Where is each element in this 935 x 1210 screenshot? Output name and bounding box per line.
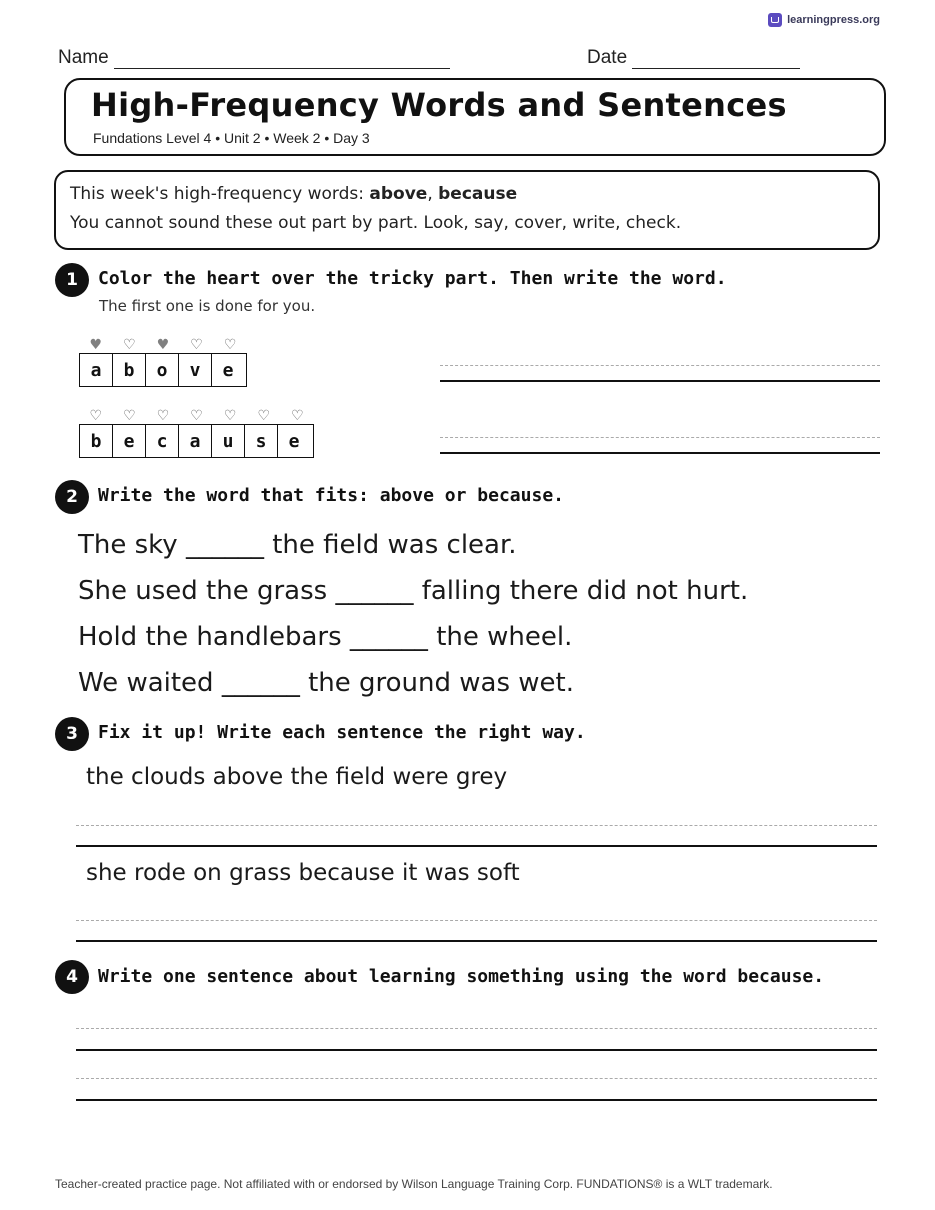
heart-outline-icon[interactable]: ♡ [123,337,136,353]
letter-tile: v [179,354,212,386]
letter-tile: e [288,430,300,452]
name-label: Name [58,47,109,68]
heart-filled-icon: ♥ [89,337,103,353]
letter-tiles [79,353,247,387]
letter-tiles [79,424,314,458]
hearts-row [79,408,314,424]
date-blank[interactable] [632,50,800,69]
letter-tile: e [222,359,234,381]
letter-tile: e [113,425,146,457]
name-blank[interactable] [114,50,450,69]
letter-tile: a [179,425,212,457]
info-box [54,170,880,250]
heart-outline-icon[interactable]: ♡ [223,337,237,353]
info-words-line [70,184,517,204]
section-3-title: Fix it up! Write each sentence the right way. [98,722,586,743]
info-instructions: You cannot sound these out part by part. Look, say, cover, write, check. [70,213,682,233]
name-field [58,47,450,69]
section-1-title: Color the heart over the tricky part. Then write the word. [98,268,727,289]
section-1-number: 1 [55,263,89,297]
fill-sentence-4: We waited ______ the ground was wet. [78,668,575,698]
hearts-row [79,337,247,353]
fill-sentence-2: She used the grass ______ falling there did not hurt. [78,576,749,606]
fix-sentence-2: she rode on grass because it was soft [86,860,520,886]
brand-logo [768,13,880,27]
section-4-title: Write one sentence about learning something using the word because. [98,966,825,987]
fix-sentence-1: the clouds above the field were grey [86,764,508,790]
heart-filled-icon: ♥ [156,337,170,353]
letter-tile: s [245,425,278,457]
title-box [64,78,886,156]
heart-outline-icon[interactable]: ♡ [190,337,203,353]
word-tiles-above [79,337,247,387]
page-subtitle: Fundations Level 4 • Unit 2 • Week 2 • Day 3 [93,130,370,146]
heart-outline-icon[interactable]: ♡ [257,408,271,424]
date-field [587,47,800,69]
hf-word-because: because [438,184,518,204]
heart-outline-icon[interactable]: ♡ [190,408,203,424]
write-line-because[interactable] [440,437,880,454]
letter-tile: u [212,425,245,457]
footer-note: Teacher-created practice page. Not affiliated with or endorsed by Wilson Language Training Corp. FUNDATIONS® is a WLT trademark. [55,1177,773,1191]
write-line-fix-2[interactable] [76,920,877,942]
logo-icon [768,13,782,27]
section-3-number: 3 [55,717,89,751]
hf-word-above: above [369,184,428,204]
write-line-sentence-2[interactable] [76,1078,877,1101]
heart-outline-icon[interactable]: ♡ [291,408,304,424]
write-line-above[interactable] [440,365,880,382]
heart-outline-icon[interactable]: ♡ [223,408,237,424]
info-prefix: This week's high-frequency words: [70,184,370,204]
write-line-fix-1[interactable] [76,825,877,847]
fill-sentence-1: The sky ______ the field was clear. [78,530,517,560]
letter-tile: c [146,425,179,457]
brand-text: learningpress.org [787,14,880,26]
letter-tile: a [80,354,113,386]
heart-outline-icon[interactable]: ♡ [89,408,103,424]
section-2-title: Write the word that fits: above or because. [98,485,564,506]
heart-outline-icon[interactable]: ♡ [156,408,170,424]
info-separator: , [427,184,439,204]
letter-tile: o [146,354,179,386]
section-4-number: 4 [55,960,89,994]
fill-sentence-3: Hold the handlebars ______ the wheel. [78,622,573,652]
section-2-number: 2 [55,480,89,514]
word-tiles-because [79,408,314,458]
page-title: High-Frequency Words and Sentences [91,86,787,124]
letter-tile: b [113,354,146,386]
date-label: Date [587,47,628,68]
heart-outline-icon[interactable]: ♡ [123,408,136,424]
section-1-subtitle: The first one is done for you. [99,297,316,315]
write-line-sentence-1[interactable] [76,1028,877,1051]
letter-tile: b [80,425,113,457]
